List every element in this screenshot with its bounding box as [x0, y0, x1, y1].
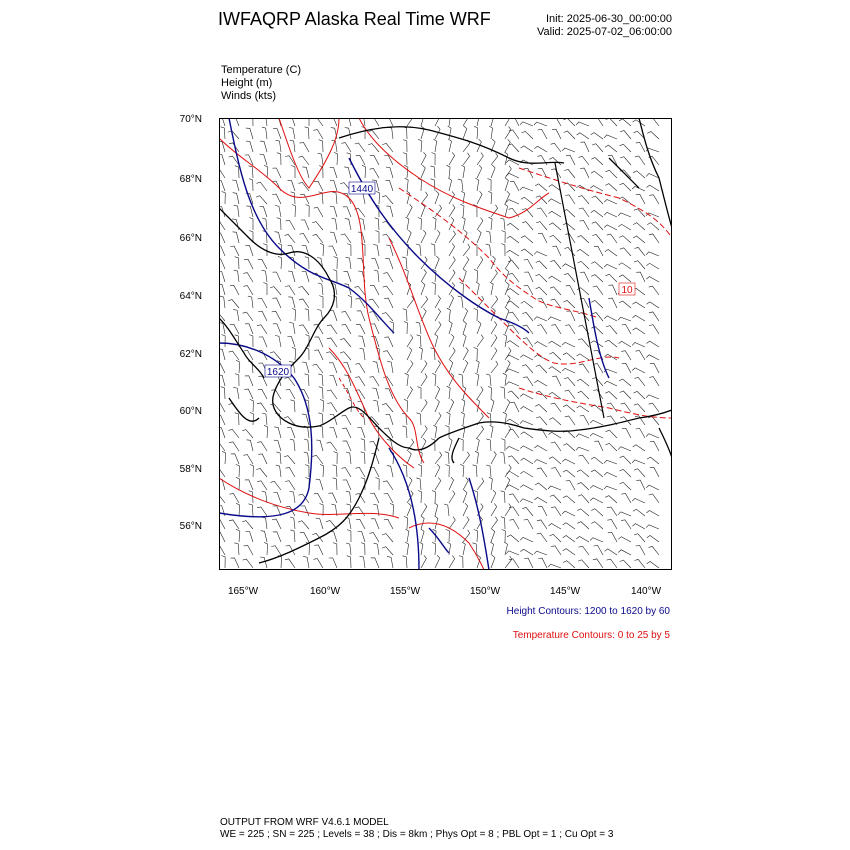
lat-label-58: 58°N	[179, 464, 202, 475]
contour-label-1620	[265, 365, 291, 378]
field-label-winds: Winds (kts)	[221, 90, 276, 102]
svg-text:10: 10	[621, 285, 633, 296]
init-time: Init: 2025-06-30_00:00:00	[546, 13, 672, 25]
lat-label-60: 60°N	[179, 406, 202, 417]
lat-label-70: 70°N	[179, 114, 202, 125]
contour-label-1440	[349, 182, 375, 195]
model-info-line1: OUTPUT FROM WRF V4.6.1 MODEL	[220, 817, 389, 828]
height-contour-legend: Height Contours: 1200 to 1620 by 60	[506, 606, 670, 617]
valid-time: Valid: 2025-07-02_06:00:00	[537, 26, 672, 38]
lon-label-150: 150°W	[469, 586, 501, 597]
lat-label-56: 56°N	[179, 521, 202, 532]
lon-label-145: 145°W	[549, 586, 581, 597]
svg-text:1620: 1620	[266, 367, 290, 378]
lon-label-140: 140°W	[630, 586, 662, 597]
temperature-contour-legend: Temperature Contours: 0 to 25 by 5	[512, 630, 670, 641]
map-title: IWFAQRP Alaska Real Time WRF	[218, 9, 491, 29]
lat-label-68: 68°N	[179, 174, 202, 185]
lat-label-66: 66°N	[179, 233, 202, 244]
wrf-map-panel	[219, 118, 672, 570]
field-label-temperature: Temperature (C)	[221, 64, 302, 76]
lon-label-160: 160°W	[309, 586, 341, 597]
contour-label-temp-10	[619, 283, 635, 296]
lat-label-64: 64°N	[179, 291, 202, 302]
lat-label-62: 62°N	[179, 349, 202, 360]
model-info-line2: WE = 225 ; SN = 225 ; Levels = 38 ; Dis = 8km ; Phys Opt = 8 ; PBL Opt = 1 ; Cu Opt = 3	[220, 829, 614, 840]
lon-label-165: 165°W	[227, 586, 259, 597]
lon-label-155: 155°W	[389, 586, 421, 597]
svg-text:1440: 1440	[350, 184, 374, 195]
field-label-height: Height (m)	[221, 77, 273, 89]
